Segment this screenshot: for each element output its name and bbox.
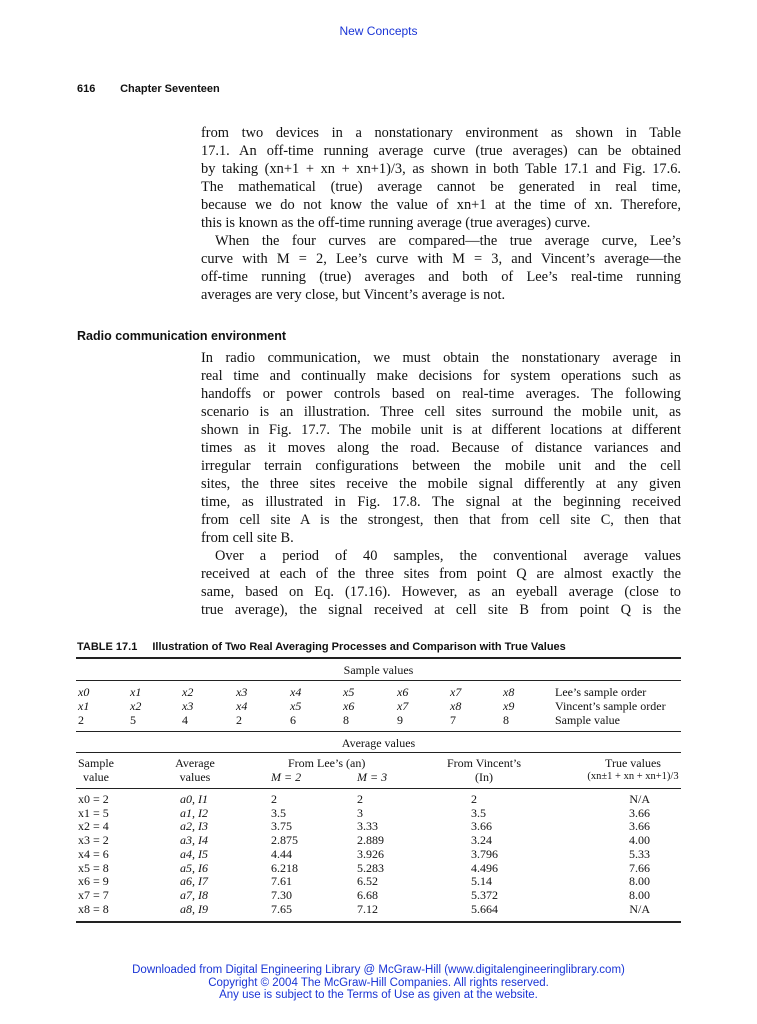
vincent-cell: 4.496 (471, 860, 498, 875)
text-line: real time and continually make decisions for system operations such as (201, 368, 681, 384)
row-label: Vincent’s sample order (555, 699, 666, 713)
text-line: sites, the three sites receive the mobile signal differently at any given (201, 476, 681, 492)
true-value-cell: 3.66 (629, 805, 650, 820)
col-header-m2: M = 2 (271, 770, 302, 784)
lee-m3-cell: 3.33 (357, 819, 378, 834)
col-header-sample (78, 756, 114, 784)
sample-cell: x5 = 8 (78, 860, 109, 875)
sample-value: 2 (78, 713, 84, 727)
divider (76, 788, 681, 789)
average-cell: a7, I8 (180, 887, 208, 902)
text-line: from cell site A is the strongest, then that from cell site C, then that (201, 512, 681, 528)
text-line: irregular terrain configurations between the mobile unit and the cell (201, 458, 681, 474)
lee-m2-cell: 3.5 (271, 805, 286, 820)
lee-m2-cell: 2.875 (271, 833, 298, 848)
row-label: Lee’s sample order (555, 685, 647, 699)
vincent-cell: 3.796 (471, 846, 498, 861)
table-bottom-rule (76, 921, 681, 923)
sample-value: 6 (290, 713, 296, 727)
vincent-cell: 3.5 (471, 805, 486, 820)
divider (76, 731, 681, 732)
lee-m3-cell: 3 (357, 805, 363, 820)
order-symbol: x7 (450, 685, 462, 699)
sample-value: 4 (182, 713, 188, 727)
lee-m3-cell: 7.12 (357, 901, 378, 916)
order-symbol: x1 (78, 699, 90, 713)
average-cell: a3, I4 (180, 833, 208, 848)
average-values-heading: Average values (341, 736, 416, 750)
true-value-cell: 7.66 (629, 860, 650, 875)
col-header-average (170, 756, 220, 784)
row-label: Sample value (555, 713, 620, 727)
text-line: The mathematical (true) average cannot be generated in real time, (201, 179, 681, 195)
lee-m2-cell: 7.30 (271, 887, 292, 902)
order-symbol: x0 (78, 685, 90, 699)
header-line: From Vincent’s (446, 756, 522, 770)
true-value-cell: N/A (629, 901, 650, 916)
col-header-vincent (442, 756, 526, 784)
footer-line[interactable]: Any use is subject to the Terms of Use as given at the website. (219, 989, 538, 1001)
paragraph-3 (201, 349, 681, 547)
sample-cell: x3 = 2 (78, 833, 109, 848)
running-head (77, 83, 220, 95)
order-symbol: x8 (503, 685, 515, 699)
footer-line[interactable]: Downloaded from Digital Engineering Library @ McGraw-Hill (www.digitalengineeringlibrary.com) (132, 964, 625, 976)
page-number: 616 (77, 83, 96, 95)
order-symbol: x3 (182, 699, 194, 713)
true-value-cell: 3.66 (629, 819, 650, 834)
lee-m2-cell: 4.44 (271, 846, 292, 861)
order-symbol: x5 (343, 685, 355, 699)
lee-m3-cell: 5.283 (357, 860, 384, 875)
order-symbol: x4 (236, 699, 248, 713)
vincent-cell: 2 (471, 792, 477, 806)
sample-value: 2 (236, 713, 242, 727)
col-header-true (575, 756, 691, 784)
average-cell: a5, I6 (180, 860, 208, 875)
divider (76, 752, 681, 753)
paragraph-1 (201, 124, 681, 232)
text-line: When the four curves are compared—the true average curve, Lee’s (215, 233, 681, 249)
text-line: from cell site B. (201, 530, 294, 546)
average-cell: a4, I5 (180, 846, 208, 861)
paragraph-4 (201, 547, 681, 619)
text-line: this is known as the off-time running average (true averages) curve. (201, 215, 591, 231)
sample-cell: x0 = 2 (78, 792, 109, 806)
text-line: handoffs or power controls based on real-time averages. The following (201, 386, 681, 402)
text-line: In radio communication, we must obtain the nonstationary average in (201, 350, 681, 366)
sample-cell: x4 = 6 (78, 846, 109, 861)
lee-m3-cell: 3.926 (357, 846, 384, 861)
col-header-m3: M = 3 (357, 770, 388, 784)
order-symbol: x6 (343, 699, 355, 713)
true-value-cell: N/A (629, 792, 650, 806)
text-line: Over a period of 40 samples, the conventional average values (215, 548, 681, 564)
table-caption (77, 641, 566, 653)
header-line: (In) (475, 770, 493, 784)
text-line: true average), the signal received at cell site B from point Q is the (201, 602, 681, 618)
top-nav-link[interactable]: New Concepts (339, 24, 418, 38)
header-line: True values (605, 756, 661, 770)
text-line: times as it moves along the road. Because of distance variances and (201, 440, 681, 456)
col-header-lee: From Lee’s (an) (288, 756, 366, 770)
order-symbol: x4 (290, 685, 302, 699)
lee-m3-cell: 6.52 (357, 874, 378, 889)
sample-values-heading: Sample values (343, 663, 414, 677)
sample-value: 8 (503, 713, 509, 727)
true-value-cell: 4.00 (629, 833, 650, 848)
order-symbol: x3 (236, 685, 248, 699)
average-cell: a8, I9 (180, 901, 208, 916)
text-line: scenario is an illustration. Three cell sites surround the mobile unit, as (201, 404, 681, 420)
lee-m3-cell: 2 (357, 792, 363, 806)
sample-value: 7 (450, 713, 456, 727)
text-line: shown in Fig. 17.7. The mobile unit is at different locations at different (201, 422, 681, 438)
divider (76, 680, 681, 681)
vincent-cell: 3.24 (471, 833, 492, 848)
text-line: averages are very close, but Vincent’s average is not. (201, 287, 506, 303)
vincent-cell: 5.372 (471, 887, 498, 902)
section-heading: Radio communication environment (77, 329, 287, 343)
lee-m3-cell: 2.889 (357, 833, 384, 848)
header-line: (xn±1 + xn + xn+1)/3 (587, 771, 679, 782)
true-value-cell: 8.00 (629, 887, 650, 902)
average-cell: a0, I1 (180, 792, 208, 806)
order-symbol: x2 (182, 685, 194, 699)
lee-m3-cell: 6.68 (357, 887, 378, 902)
header-line: Sample (78, 756, 114, 770)
text-line: from two devices in a nonstationary environment as shown in Table (201, 125, 681, 141)
sample-cell: x6 = 9 (78, 874, 109, 889)
average-cell: a6, I7 (180, 874, 208, 889)
text-line: curve with M = 2, Lee’s curve with M = 3, and Vincent’s average—the (201, 251, 681, 267)
text-line: off-time running (true) averages and both of Lee’s real-time running (201, 269, 681, 285)
table-title: Illustration of Two Real Averaging Processes and Comparison with True Values (152, 641, 566, 653)
paragraph-2 (201, 232, 681, 304)
vincent-cell: 5.14 (471, 874, 492, 889)
true-value-cell: 8.00 (629, 874, 650, 889)
text-line: because we do not know the value of xn+1 at the time of xn. Therefore, (201, 197, 681, 213)
text-line: 17.1. An off-time running average curve (true averages) can be obtained (201, 143, 681, 159)
sample-cell: x1 = 5 (78, 805, 109, 820)
lee-m2-cell: 3.75 (271, 819, 292, 834)
order-symbol: x8 (450, 699, 462, 713)
order-symbol: x2 (130, 699, 142, 713)
order-symbol: x7 (397, 699, 409, 713)
table-label: TABLE 17.1 (77, 641, 138, 653)
table-top-rule (76, 657, 681, 659)
order-symbol: x1 (130, 685, 142, 699)
text-line: time, as illustrated in Fig. 17.8. The signal at the beginning received (201, 494, 681, 510)
sample-cell: x7 = 7 (78, 887, 109, 902)
chapter-title: Chapter Seventeen (120, 83, 220, 95)
lee-m2-cell: 7.65 (271, 901, 292, 916)
true-value-cell: 5.33 (629, 846, 650, 861)
footer-notice[interactable] (0, 964, 757, 1002)
sample-value: 5 (130, 713, 136, 727)
sample-value: 8 (343, 713, 349, 727)
order-symbol: x9 (503, 699, 515, 713)
header-line: values (179, 770, 211, 784)
text-line: received at each of the three sites from point Q are almost exactly the (201, 566, 681, 582)
vincent-cell: 5.664 (471, 901, 498, 916)
sample-cell: x8 = 8 (78, 901, 109, 916)
order-symbol: x6 (397, 685, 409, 699)
average-cell: a2, I3 (180, 819, 208, 834)
vincent-cell: 3.66 (471, 819, 492, 834)
header-line: value (83, 770, 109, 784)
average-cell: a1, I2 (180, 805, 208, 820)
footer-line[interactable]: Copyright © 2004 The McGraw-Hill Companies. All rights reserved. (208, 976, 549, 989)
lee-m2-cell: 6.218 (271, 860, 298, 875)
header-line: Average (175, 756, 215, 770)
order-symbol: x5 (290, 699, 302, 713)
text-line: by taking (xn+1 + xn + xn+1)/3, as shown in both Table 17.1 and Fig. 17.6. (201, 161, 681, 177)
sample-cell: x2 = 4 (78, 819, 109, 834)
sample-value: 9 (397, 713, 403, 727)
lee-m2-cell: 2 (271, 792, 277, 806)
text-line: same, based on Eq. (17.16). However, as an eyeball average (close to (201, 584, 681, 600)
lee-m2-cell: 7.61 (271, 874, 292, 889)
